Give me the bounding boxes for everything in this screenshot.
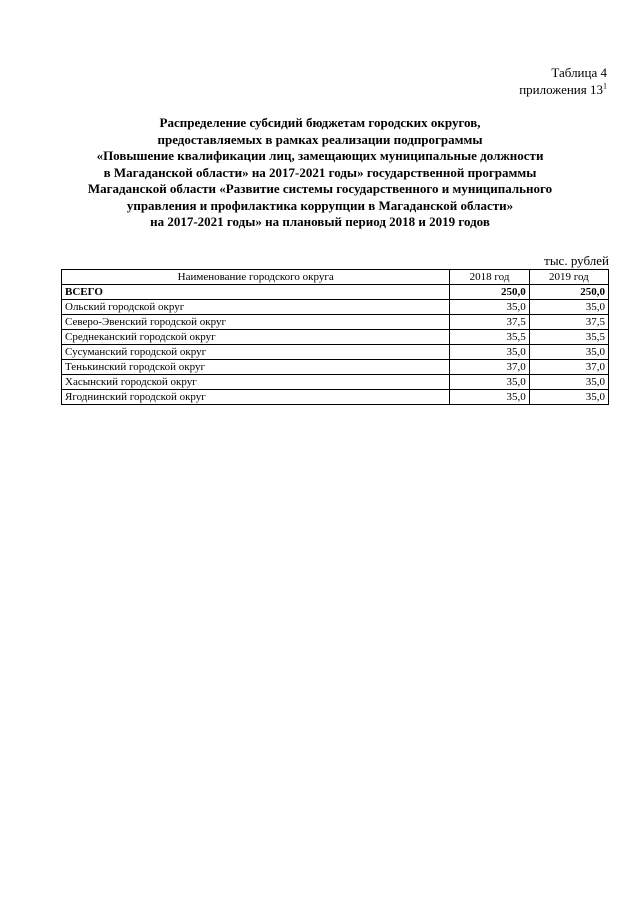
table-row	[62, 360, 609, 375]
total-2019: 250,0	[529, 285, 608, 300]
title-line: Магаданской области «Развитие системы государственного и муниципального	[87, 181, 553, 196]
table-number: Таблица 4	[551, 65, 607, 80]
value-2019: 37,0	[529, 360, 608, 375]
appendix-text: приложения 13	[519, 82, 603, 97]
header-year-2019: 2019 год	[529, 270, 608, 285]
appendix-reference	[519, 81, 607, 98]
value-2018: 35,0	[450, 390, 529, 405]
table-reference	[519, 64, 607, 98]
value-2018: 37,0	[450, 360, 529, 375]
table-row	[62, 345, 609, 360]
appendix-superscript: 1	[603, 81, 607, 91]
title-line: Распределение субсидий бюджетам городских округов,	[159, 115, 481, 130]
district-name: Тенькинский городской округ	[62, 360, 450, 375]
table-row	[62, 390, 609, 405]
units-label: тыс. рублей	[544, 253, 609, 268]
value-2018: 35,0	[450, 300, 529, 315]
value-2019: 35,0	[529, 345, 608, 360]
table-row	[62, 300, 609, 315]
total-2018: 250,0	[450, 285, 529, 300]
header-year-2018: 2018 год	[450, 270, 529, 285]
value-2018: 35,0	[450, 375, 529, 390]
district-name: Ягоднинский городской округ	[62, 390, 450, 405]
table-row	[62, 315, 609, 330]
title-line: управления и профилактика коррупции в Магаданской области»	[126, 197, 514, 213]
title-line: на 2017-2021 годы» на плановый период 2018 и 2019 годов	[150, 214, 490, 229]
district-name: Среднеканский городской округ	[62, 330, 450, 345]
value-2019: 35,0	[529, 390, 608, 405]
value-2018: 35,0	[450, 345, 529, 360]
district-name: Хасынский городской округ	[62, 375, 450, 390]
district-name: Сусуманский городской округ	[62, 345, 450, 360]
table-row	[62, 330, 609, 345]
value-2019: 35,5	[529, 330, 608, 345]
value-2018: 37,5	[450, 315, 529, 330]
district-name: Ольский городской округ	[62, 300, 450, 315]
header-district-name: Наименование городского округа	[62, 270, 450, 285]
value-2018: 35,5	[450, 330, 529, 345]
title-line: предоставляемых в рамках реализации подпрограммы	[157, 131, 483, 147]
value-2019: 35,0	[529, 300, 608, 315]
total-label: ВСЕГО	[62, 285, 450, 300]
value-2019: 37,5	[529, 315, 608, 330]
subsidy-table	[61, 269, 609, 405]
document-title	[40, 115, 600, 231]
value-2019: 35,0	[529, 375, 608, 390]
title-line: в Магаданской области» на 2017-2021 годы» государственной программы	[103, 164, 537, 180]
table-header-row	[62, 270, 609, 285]
district-name: Северо-Эвенский городской округ	[62, 315, 450, 330]
table-total-row	[62, 285, 609, 300]
title-line: «Повышение квалификации лиц, замещающих муниципальные должности	[96, 148, 544, 163]
table-row	[62, 375, 609, 390]
